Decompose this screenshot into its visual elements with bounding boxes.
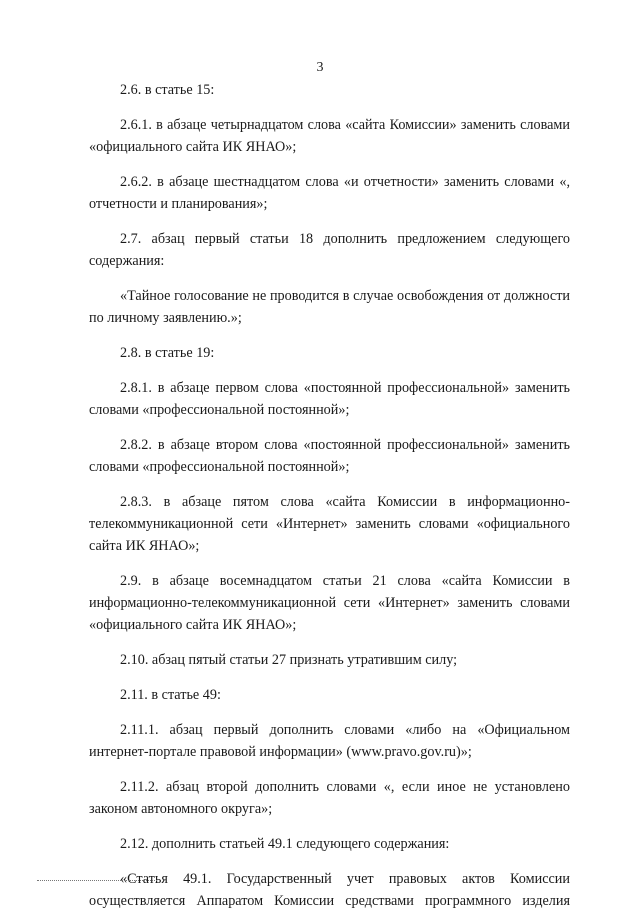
footer-divider bbox=[37, 880, 157, 881]
document-body bbox=[89, 79, 570, 912]
paragraph-2-8-3: 2.8.3. в абзаце пятом слова «сайта Комиссии в информационно-телекоммуникационной сети «Интернет» заменить словами «официального сайта ИК ЯНАО»; bbox=[89, 494, 570, 554]
paragraph-2-8-2: 2.8.2. в абзаце втором слова «постоянной профессиональной» заменить словами «профессиональной постоянной»; bbox=[89, 437, 570, 475]
paragraph-2-11-2: 2.11.2. абзац второй дополнить словами «, если иное не установлено законом автономного округа»; bbox=[89, 779, 570, 817]
paragraph-2-11: 2.11. в статье 49: bbox=[120, 687, 221, 703]
paragraph-2-11-1: 2.11.1. абзац первый дополнить словами «либо на «Официальном интернет-портале правовой информации» (www.pravo.gov.ru)»; bbox=[89, 722, 570, 760]
paragraph-2-6-2: 2.6.2. в абзаце шестнадцатом слова «и отчетности» заменить словами «, отчетности и планирования»; bbox=[89, 174, 570, 212]
paragraph-2-9: 2.9. в абзаце восемнадцатом статьи 21 слова «сайта Комиссии в информационно-телекоммуникационной сети «Интернет» заменить словами «официального сайта ИК ЯНАО»; bbox=[89, 573, 570, 633]
paragraph-2-6-1: 2.6.1. в абзаце четырнадцатом слова «сайта Комиссии» заменить словами «официального сайта ИК ЯНАО»; bbox=[89, 117, 570, 155]
paragraph-2-6: 2.6. в статье 15: bbox=[120, 82, 215, 98]
paragraph-2-8: 2.8. в статье 19: bbox=[120, 345, 215, 361]
paragraph-2-12: 2.12. дополнить статьей 49.1 следующего содержания: bbox=[120, 836, 450, 852]
paragraph-2-8-1: 2.8.1. в абзаце первом слова «постоянной профессиональной» заменить словами «профессиональной постоянной»; bbox=[89, 380, 570, 418]
page-number: 3 bbox=[316, 60, 324, 75]
paragraph-quote-voting: «Тайное голосование не проводится в случае освобождения от должности по личному заявлению.»; bbox=[89, 288, 570, 326]
paragraph-2-7: 2.7. абзац первый статьи 18 дополнить предложением следующего содержания: bbox=[89, 231, 570, 269]
paragraph-2-10: 2.10. абзац пятый статьи 27 признать утратившим силу; bbox=[120, 652, 458, 668]
paragraph-article-49-1: «Статья 49.1. Государственный учет правовых актов Комиссии осуществляется Аппаратом Комиссии средствами программного изделия bbox=[89, 871, 570, 909]
